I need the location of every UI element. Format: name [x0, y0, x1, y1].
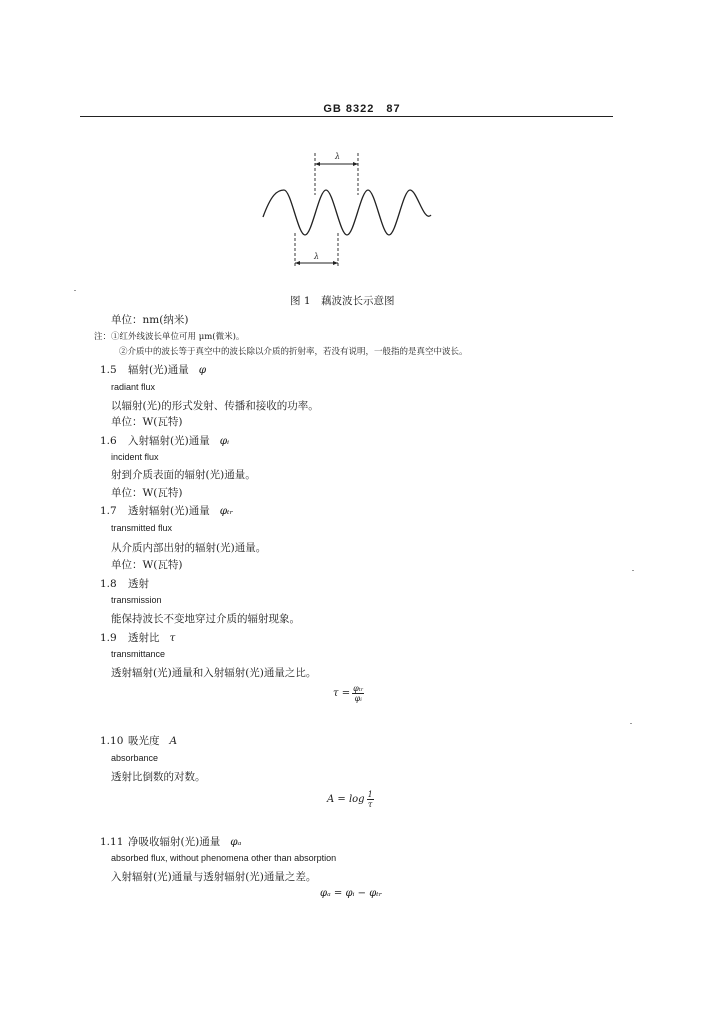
section-symbol: τ	[169, 632, 176, 644]
section-1-8-english: transmission	[111, 595, 162, 605]
section-title: 透射比	[128, 632, 160, 644]
formula-tau-denominator: φᵢ	[354, 694, 362, 703]
section-1-7-desc: 从介质内部出射的辐射(光)通量。	[111, 542, 267, 554]
unit-nm: 单位：nm(纳米)	[111, 314, 189, 326]
section-symbol: φᵢ	[219, 435, 230, 447]
section-1-11-desc: 入射辐射(光)通量与透射辐射(光)通量之差。	[111, 871, 317, 883]
section-1-7-heading	[100, 503, 233, 518]
section-1-9-heading	[100, 630, 175, 645]
formula-absorbance-denominator: τ	[367, 800, 373, 809]
section-1-6-english: incident flux	[111, 452, 159, 462]
section-title: 透射辐射(光)通量	[128, 505, 210, 517]
section-number: 1.9	[100, 632, 117, 644]
section-title: 透射	[128, 578, 149, 590]
section-1-5-unit: 单位：W(瓦特)	[111, 416, 183, 428]
section-symbol: φₜᵣ	[219, 505, 234, 517]
section-number: 1.10	[100, 735, 124, 747]
section-title: 净吸收辐射(光)通量	[128, 836, 221, 848]
section-1-6-desc: 射到介质表面的辐射(光)通量。	[111, 469, 256, 481]
section-1-6-heading	[100, 433, 229, 448]
formula-absorbance	[327, 790, 374, 809]
section-1-10-english: absorbance	[111, 753, 159, 763]
formula-absorbed-flux: φₐ = φᵢ − φₜᵣ	[320, 888, 383, 899]
lambda-top-label: λ	[335, 152, 341, 161]
scan-speck	[630, 723, 632, 724]
section-1-8-desc: 能保持波长不变地穿过介质的辐射现象。	[111, 613, 300, 625]
section-1-7-english: transmitted flux	[111, 523, 173, 533]
section-symbol: φₐ	[230, 836, 242, 848]
header-rule	[80, 116, 613, 117]
section-number: 1.11	[100, 836, 124, 848]
page-header: GB 8322 87	[323, 103, 401, 115]
formula-absorbance-fraction	[367, 790, 374, 809]
section-1-5-heading	[100, 362, 206, 377]
scan-speck	[74, 290, 76, 291]
wavelength-figure	[255, 145, 440, 275]
section-number: 1.6	[100, 435, 117, 447]
section-title: 辐射(光)通量	[128, 364, 189, 376]
lambda-bottom-label: λ	[314, 252, 320, 261]
section-1-11-heading	[100, 834, 242, 849]
section-number: 1.8	[100, 578, 117, 590]
section-1-8-heading	[100, 576, 149, 591]
sine-wave	[263, 190, 431, 235]
formula-absorbance-numerator: 1	[367, 790, 373, 799]
section-1-11-english: absorbed flux, without phenomena other than absorption	[111, 853, 337, 863]
section-title: 入射辐射(光)通量	[128, 435, 210, 447]
section-1-9-english: transmittance	[111, 649, 166, 659]
formula-tau-lhs: τ =	[333, 688, 351, 699]
scan-speck	[632, 570, 634, 571]
note-2: ②介质中的波长等于真空中的波长除以介质的折射率，若没有说明，一般指的是真空中波长。	[119, 347, 468, 357]
section-1-10-heading	[100, 733, 177, 748]
section-1-5-desc: 以辐射(光)的形式发射、传播和接收的功率。	[111, 400, 319, 412]
section-1-9-desc: 透射辐射(光)通量和入射辐射(光)通量之比。	[111, 667, 317, 679]
section-symbol: φ	[198, 364, 207, 376]
formula-absorbance-lhs: A = log	[327, 794, 365, 805]
formula-tau	[333, 684, 364, 703]
formula-tau-fraction	[352, 684, 364, 703]
section-1-10-desc: 透射比倒数的对数。	[111, 771, 206, 783]
section-1-6-unit: 单位：W(瓦特)	[111, 487, 183, 499]
formula-tau-numerator: φₜᵣ	[353, 684, 364, 693]
section-1-5-english: radiant flux	[111, 382, 156, 392]
note-1: 注：①红外线波长单位可用 μm(微米)。	[94, 332, 245, 342]
section-number: 1.5	[100, 364, 117, 376]
figure-caption: 图 1 藕波波长示意图	[290, 295, 395, 307]
section-title: 吸光度	[128, 735, 160, 747]
section-symbol: A	[169, 735, 178, 747]
section-number: 1.7	[100, 505, 117, 517]
section-1-7-unit: 单位：W(瓦特)	[111, 559, 183, 571]
